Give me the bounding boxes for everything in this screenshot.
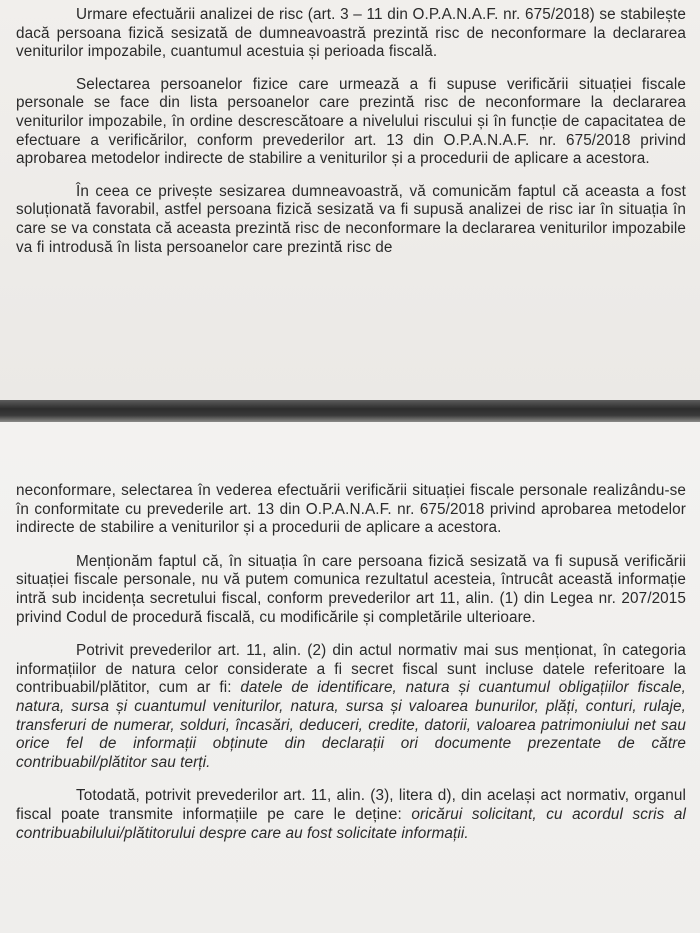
paragraph-continuation: neconformare, selectarea în vederea efectuării verificării situației fiscale personale realizându-se în conformitate cu prevederile art. 13 din O.P.A.N.A.F. nr. 675/2018 privind aprobarea metodelor indirecte de stabilire a veniturilor și a procedurii de aplicare a acestora. bbox=[16, 482, 686, 537]
paragraph-fiscal-secret: Menționăm faptul că, în situația în care persoana fizică sesizată va fi supusă verificării situației fiscale personale, nu vă putem comunica rezultatul acesteia, întrucât această informație intră sub incidența secretului fiscal, conform prevederilor art 11, alin. (1) din Legea nr. 207/2015 privind Codul de procedură fiscală, cu modificările și completările ulterioare. bbox=[16, 552, 686, 626]
art11-alin3-text: Totodată, potrivit prevederilor art. 11, alin. (3), litera d), din același act normativ, organul fiscal poate transmite informațiile pe care le deține: bbox=[16, 787, 686, 823]
art11-alin2-text: Potrivit prevederilor art. 11, alin. (2) din actul normativ mai sus menționat, în categoria informațiilor de natura celor considerate a fi secret fiscal sunt incluse datele referitoare la contribuabil/plătitor, cum ar fi: bbox=[16, 642, 686, 697]
document-page-bottom bbox=[0, 422, 700, 933]
paragraph-selection: Selectarea persoanelor fizice care urmează a fi supuse verificării situației fiscale personale se face din lista persoanelor care prezintă risc de neconformare la declararea veniturilor impozabile, în ordine descrescătoare a nivelului riscului și în funcție de capacitatea de efectuare a verificărilor, conform prevederilor art. 13 din O.P.A.N.A.F. nr. 675/2018 privind aprobarea metodelor indirecte de stabilire a veniturilor și a procedurii de aplicare a acestora. bbox=[16, 75, 686, 168]
art11-alin3-italic: oricărui solicitant, cu acordul scris al contribuabilului/plătitorului despre care au fost solicitate informații. bbox=[16, 805, 686, 842]
paragraph-art11-alin2 bbox=[16, 642, 686, 772]
art11-alin2-italic: datele de identificare, natura și cuantumul obligațiilor fiscale, natura, sursa și cuantumul veniturilor, natura, sursa și valoarea bunurilor, plăți, conturi, rulaje, transferuri de numerar, solduri, încasări, deduceri, credite, datorii, valoarea patrimoniului net sau orice fel de informații obținute din declarații ori documente prezentate de către contribuabil/plătitor sau terți. bbox=[16, 679, 686, 771]
paragraph-risk-analysis: Urmare efectuării analizei de risc (art. 3 – 11 din O.P.A.N.A.F. nr. 675/2018) se stabilește dacă persoana fizică sesizată de dumneavoastră prezintă risc de neconformare la declararea veniturilor impozabile, cuantumul acestuia și perioada fiscală. bbox=[16, 6, 686, 61]
page-separator bbox=[0, 400, 700, 422]
paragraph-notification: În ceea ce privește sesizarea dumneavoastră, vă comunicăm faptul că aceasta a fost soluționată favorabil, astfel persoana fizică sesizată va fi supusă analizei de risc iar în situația în care se va constata că aceasta prezintă risc de neconformare la declararea veniturilor impozabile va fi introdusă în lista persoanelor care prezintă risc de bbox=[16, 182, 686, 256]
document-page-top bbox=[0, 0, 700, 400]
paragraph-art11-alin3 bbox=[16, 787, 686, 843]
